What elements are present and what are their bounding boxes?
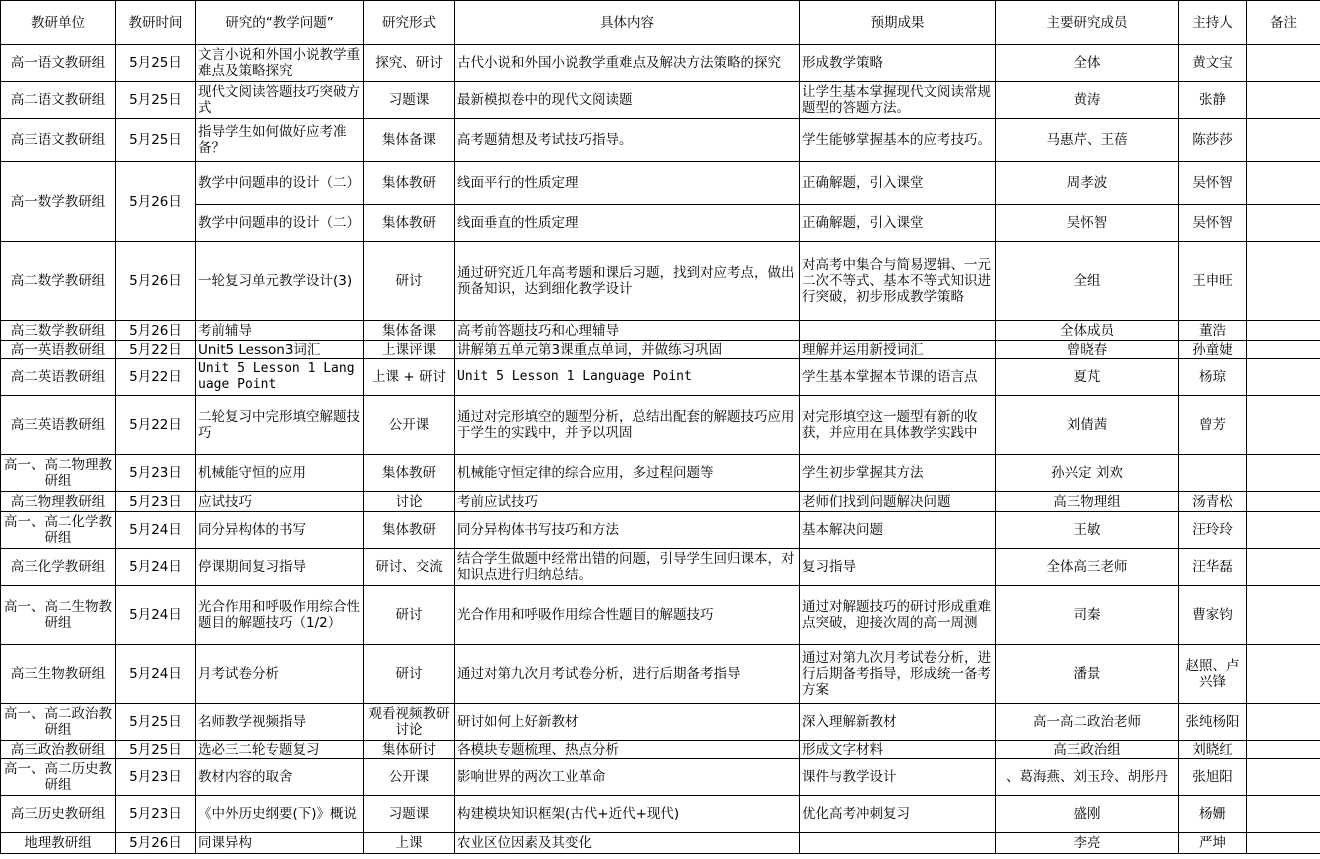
cell-problem[interactable]: 《中外历史纲要(下)》概说 — [196, 796, 364, 833]
cell-note[interactable] — [1247, 759, 1320, 796]
cell-note[interactable] — [1247, 341, 1320, 359]
cell-unit[interactable]: 高一英语教研组 — [1, 341, 116, 359]
table-row — [1, 492, 1320, 512]
header-date[interactable]: 教研时间 — [116, 1, 196, 45]
cell-problem[interactable]: 应试技巧 — [196, 492, 364, 512]
cell-unit[interactable]: 高一、高二生物教研组 — [1, 586, 116, 645]
cell-content[interactable]: 最新模拟卷中的现代文阅读题 — [455, 82, 800, 119]
cell-unit[interactable]: 高二英语教研组 — [1, 359, 116, 396]
cell-content[interactable]: 通过对完形填空的题型分析，总结出配套的解题技巧应用于学生的实践中，并予以巩固 — [455, 396, 800, 455]
cell-outcome[interactable]: 形成文字材料 — [800, 741, 996, 759]
cell-outcome[interactable]: 正确解题，引入课堂 — [800, 205, 996, 242]
cell-host[interactable]: 杨琼 — [1179, 359, 1247, 396]
cell-note[interactable] — [1247, 162, 1320, 205]
header-members[interactable]: 主要研究成员 — [996, 1, 1179, 45]
cell-host[interactable]: 汪玲玲 — [1179, 512, 1247, 549]
cell-host[interactable]: 张旭阳 — [1179, 759, 1247, 796]
cell-content[interactable]: 机械能守恒定律的综合应用，多过程问题等 — [455, 455, 800, 492]
cell-problem[interactable]: 名师教学视频指导 — [196, 704, 364, 741]
header-row — [1, 1, 1320, 45]
cell-host[interactable]: 汤青松 — [1179, 492, 1247, 512]
cell-note[interactable] — [1247, 119, 1320, 162]
table-row — [1, 162, 1320, 205]
cell-host[interactable]: 黄文宝 — [1179, 45, 1247, 82]
cell-form[interactable]: 上课 — [364, 833, 455, 854]
cell-date[interactable]: 5月22日 — [116, 396, 196, 455]
table-row — [1, 45, 1320, 82]
cell-content[interactable]: 同分异构体书写技巧和方法 — [455, 512, 800, 549]
cell-outcome[interactable]: 形成教学策略 — [800, 45, 996, 82]
cell-problem[interactable]: 光合作用和呼吸作用综合性题目的解题技巧（1/2） — [196, 586, 364, 645]
table-row — [1, 119, 1320, 162]
table-row — [1, 796, 1320, 833]
cell-unit[interactable]: 高三英语教研组 — [1, 396, 116, 455]
cell-content[interactable]: 线面平行的性质定理 — [455, 162, 800, 205]
cell-unit[interactable]: 地理教研组 — [1, 833, 116, 854]
cell-problem[interactable]: 停课期间复习指导 — [196, 549, 364, 586]
cell-outcome[interactable] — [800, 833, 996, 854]
cell-date[interactable]: 5月23日 — [116, 492, 196, 512]
cell-unit[interactable]: 高一、高二化学教研组 — [1, 512, 116, 549]
cell-unit[interactable]: 高一语文教研组 — [1, 45, 116, 82]
cell-members[interactable]: 潘景 — [996, 645, 1179, 704]
cell-host[interactable]: 汪华磊 — [1179, 549, 1247, 586]
table-row — [1, 759, 1320, 796]
cell-content[interactable]: 光合作用和呼吸作用综合性题目的解题技巧 — [455, 586, 800, 645]
table-row — [1, 242, 1320, 321]
cell-form[interactable]: 习题课 — [364, 82, 455, 119]
cell-host[interactable]: 刘晓红 — [1179, 741, 1247, 759]
cell-date[interactable]: 5月25日 — [116, 704, 196, 741]
cell-problem[interactable]: 选必三二轮专题复习 — [196, 741, 364, 759]
cell-members[interactable]: 司秦 — [996, 586, 1179, 645]
cell-date[interactable]: 5月23日 — [116, 759, 196, 796]
table-row — [1, 341, 1320, 359]
cell-unit[interactable]: 高一、高二政治教研组 — [1, 704, 116, 741]
cell-outcome[interactable]: 学生基本掌握本节课的语言点 — [800, 359, 996, 396]
cell-host[interactable]: 张纯杨阳 — [1179, 704, 1247, 741]
table-row — [1, 586, 1320, 645]
cell-note[interactable] — [1247, 396, 1320, 455]
cell-note[interactable] — [1247, 492, 1320, 512]
cell-note[interactable] — [1247, 512, 1320, 549]
cell-date[interactable]: 5月24日 — [116, 512, 196, 549]
cell-problem[interactable]: 教学中问题串的设计（二） — [196, 205, 364, 242]
cell-content[interactable]: 通过研究近几年高考题和课后习题，找到对应考点，做出预备知识，达到细化教学设计 — [455, 242, 800, 321]
cell-note[interactable] — [1247, 82, 1320, 119]
cell-note[interactable] — [1247, 645, 1320, 704]
cell-host[interactable]: 杨姗 — [1179, 796, 1247, 833]
cell-host[interactable]: 张静 — [1179, 82, 1247, 119]
cell-members[interactable]: 、葛海燕、刘玉玲、胡彤丹 — [996, 759, 1179, 796]
cell-members[interactable]: 盛刚 — [996, 796, 1179, 833]
cell-form[interactable]: 研讨 — [364, 586, 455, 645]
cell-form[interactable]: 探究、研讨 — [364, 45, 455, 82]
cell-outcome[interactable]: 课件与教学设计 — [800, 759, 996, 796]
cell-members[interactable]: 高一高二政治老师 — [996, 704, 1179, 741]
cell-note[interactable] — [1247, 586, 1320, 645]
cell-problem[interactable]: 文言小说和外国小说教学重难点及策略探究 — [196, 45, 364, 82]
table-row — [1, 704, 1320, 741]
cell-content[interactable]: 讲解第五单元第3课重点单词，并做练习巩固 — [455, 341, 800, 359]
cell-date[interactable]: 5月22日 — [116, 341, 196, 359]
table-row — [1, 549, 1320, 586]
cell-form[interactable]: 集体备课 — [364, 119, 455, 162]
cell-outcome[interactable]: 正确解题，引入课堂 — [800, 162, 996, 205]
cell-members[interactable]: 夏芃 — [996, 359, 1179, 396]
cell-unit[interactable]: 高三政治教研组 — [1, 741, 116, 759]
header-problem[interactable]: 研究的“教学问题” — [196, 1, 364, 45]
cell-unit[interactable]: 高三数学教研组 — [1, 321, 116, 341]
cell-host[interactable]: 孙童婕 — [1179, 341, 1247, 359]
cell-members[interactable]: 高三政治组 — [996, 741, 1179, 759]
cell-content[interactable]: 通过对第九次月考试卷分析，进行后期备考指导 — [455, 645, 800, 704]
cell-form[interactable]: 集体教研 — [364, 512, 455, 549]
cell-note[interactable] — [1247, 242, 1320, 321]
cell-content[interactable]: 高考前答题技巧和心理辅导 — [455, 321, 800, 341]
cell-note[interactable] — [1247, 205, 1320, 242]
cell-outcome[interactable]: 理解并运用新授词汇 — [800, 341, 996, 359]
cell-form[interactable]: 研讨、交流 — [364, 549, 455, 586]
cell-problem[interactable]: 同课异构 — [196, 833, 364, 854]
cell-date[interactable]: 5月26日 — [116, 162, 196, 242]
cell-outcome[interactable]: 对高考中集合与简易逻辑、一元二次不等式、基本不等式知识进行突破，初步形成教学策略 — [800, 242, 996, 321]
cell-content[interactable]: 研讨如何上好新教材 — [455, 704, 800, 741]
cell-members[interactable]: 全体成员 — [996, 321, 1179, 341]
header-content[interactable]: 具体内容 — [455, 1, 800, 45]
cell-date[interactable]: 5月25日 — [116, 45, 196, 82]
cell-form[interactable]: 集体教研 — [364, 455, 455, 492]
cell-outcome[interactable]: 深入理解新教材 — [800, 704, 996, 741]
cell-unit[interactable]: 高一、高二历史教研组 — [1, 759, 116, 796]
cell-note[interactable] — [1247, 741, 1320, 759]
cell-date[interactable]: 5月25日 — [116, 741, 196, 759]
cell-form[interactable]: 上课 + 研讨 — [364, 359, 455, 396]
cell-form[interactable]: 集体教研 — [364, 205, 455, 242]
cell-content[interactable]: 构建模块知识框架(古代+近代+现代) — [455, 796, 800, 833]
cell-members[interactable]: 黄涛 — [996, 82, 1179, 119]
cell-date[interactable]: 5月24日 — [116, 549, 196, 586]
cell-note[interactable] — [1247, 45, 1320, 82]
cell-content[interactable]: 各模块专题梳理、热点分析 — [455, 741, 800, 759]
table-row — [1, 741, 1320, 759]
cell-form[interactable]: 集体备课 — [364, 321, 455, 341]
cell-outcome[interactable]: 优化高考冲刺复习 — [800, 796, 996, 833]
cell-problem[interactable]: 二轮复习中完形填空解题技巧 — [196, 396, 364, 455]
cell-form[interactable]: 研讨 — [364, 645, 455, 704]
cell-outcome[interactable]: 基本解决问题 — [800, 512, 996, 549]
cell-members[interactable]: 周孝波 — [996, 162, 1179, 205]
header-host[interactable]: 主持人 — [1179, 1, 1247, 45]
cell-form[interactable]: 集体研讨 — [364, 741, 455, 759]
cell-content[interactable]: 农业区位因素及其变化 — [455, 833, 800, 854]
cell-problem[interactable]: 教学中问题串的设计（二） — [196, 162, 364, 205]
cell-problem[interactable]: 月考试卷分析 — [196, 645, 364, 704]
cell-form[interactable]: 集体教研 — [364, 162, 455, 205]
cell-content[interactable]: 高考题猜想及考试技巧指导。 — [455, 119, 800, 162]
cell-host[interactable]: 董浩 — [1179, 321, 1247, 341]
cell-note[interactable] — [1247, 359, 1320, 396]
cell-date[interactable]: 5月26日 — [116, 242, 196, 321]
cell-unit[interactable]: 高一、高二物理教研组 — [1, 455, 116, 492]
cell-members[interactable]: 马惠芹、王蓓 — [996, 119, 1179, 162]
cell-host[interactable]: 赵照、卢兴锋 — [1179, 645, 1247, 704]
cell-members[interactable]: 全组 — [996, 242, 1179, 321]
header-note[interactable]: 备注 — [1247, 1, 1320, 45]
cell-host[interactable]: 曾芳 — [1179, 396, 1247, 455]
cell-problem[interactable]: 一轮复习单元教学设计(3) — [196, 242, 364, 321]
cell-content[interactable]: 考前应试技巧 — [455, 492, 800, 512]
cell-unit[interactable]: 高二语文教研组 — [1, 82, 116, 119]
cell-form[interactable]: 研讨 — [364, 242, 455, 321]
cell-problem[interactable]: Unit5 Lesson3词汇 — [196, 341, 364, 359]
table-row — [1, 512, 1320, 549]
cell-outcome[interactable]: 通过对解题技巧的研讨形成重难点突破，迎接次周的高一周测 — [800, 586, 996, 645]
cell-outcome[interactable]: 老师们找到问题解决问题 — [800, 492, 996, 512]
table-row — [1, 833, 1320, 854]
cell-outcome[interactable]: 学生初步掌握其方法 — [800, 455, 996, 492]
table-row — [1, 82, 1320, 119]
cell-form[interactable]: 公开课 — [364, 396, 455, 455]
cell-members[interactable]: 王敏 — [996, 512, 1179, 549]
cell-problem[interactable]: 教材内容的取舍 — [196, 759, 364, 796]
cell-members[interactable]: 曾晓春 — [996, 341, 1179, 359]
cell-date[interactable]: 5月26日 — [116, 321, 196, 341]
cell-note[interactable] — [1247, 796, 1320, 833]
cell-unit[interactable]: 高三化学教研组 — [1, 549, 116, 586]
cell-form[interactable]: 上课评课 — [364, 341, 455, 359]
cell-outcome[interactable]: 学生能够掌握基本的应考技巧。 — [800, 119, 996, 162]
cell-problem[interactable]: 同分异构体的书写 — [196, 512, 364, 549]
cell-date[interactable]: 5月24日 — [116, 586, 196, 645]
cell-date[interactable]: 5月26日 — [116, 833, 196, 854]
cell-outcome[interactable]: 通过对第九次月考试卷分析，进行后期备考指导，形成统一备考方案 — [800, 645, 996, 704]
cell-note[interactable] — [1247, 549, 1320, 586]
cell-unit[interactable]: 高三语文教研组 — [1, 119, 116, 162]
cell-form[interactable]: 公开课 — [364, 759, 455, 796]
cell-unit[interactable]: 高三物理教研组 — [1, 492, 116, 512]
cell-unit[interactable]: 高二数学教研组 — [1, 242, 116, 321]
cell-host[interactable]: 吴怀智 — [1179, 205, 1247, 242]
table-row — [1, 455, 1320, 492]
cell-host[interactable]: 吴怀智 — [1179, 162, 1247, 205]
cell-members[interactable]: 李亮 — [996, 833, 1179, 854]
cell-outcome[interactable]: 复习指导 — [800, 549, 996, 586]
cell-form[interactable]: 习题课 — [364, 796, 455, 833]
cell-problem[interactable]: 考前辅导 — [196, 321, 364, 341]
cell-content[interactable]: 结合学生做题中经常出错的问题，引导学生回归课本，对知识点进行归纳总结。 — [455, 549, 800, 586]
cell-date[interactable]: 5月22日 — [116, 359, 196, 396]
cell-problem[interactable]: 机械能守恒的应用 — [196, 455, 364, 492]
table-row — [1, 645, 1320, 704]
cell-note[interactable] — [1247, 455, 1320, 492]
cell-problem[interactable]: 现代文阅读答题技巧突破方式 — [196, 82, 364, 119]
cell-host[interactable]: 严坤 — [1179, 833, 1247, 854]
table-row — [1, 321, 1320, 341]
cell-note[interactable] — [1247, 833, 1320, 854]
table-row — [1, 396, 1320, 455]
cell-note[interactable] — [1247, 704, 1320, 741]
header-unit[interactable]: 教研单位 — [1, 1, 116, 45]
cell-unit[interactable]: 高一数学教研组 — [1, 162, 116, 242]
cell-unit[interactable]: 高三生物教研组 — [1, 645, 116, 704]
header-form[interactable]: 研究形式 — [364, 1, 455, 45]
cell-form[interactable]: 观看视频教研讨论 — [364, 704, 455, 741]
cell-members[interactable]: 高三物理组 — [996, 492, 1179, 512]
cell-date[interactable]: 5月24日 — [116, 645, 196, 704]
table-row — [1, 205, 1320, 242]
cell-members[interactable]: 刘倩茜 — [996, 396, 1179, 455]
cell-outcome[interactable] — [800, 321, 996, 341]
cell-outcome[interactable]: 让学生基本掌握现代文阅读常规题型的答题方法。 — [800, 82, 996, 119]
cell-host[interactable]: 陈莎莎 — [1179, 119, 1247, 162]
cell-form[interactable]: 讨论 — [364, 492, 455, 512]
cell-content[interactable]: Unit 5 Lesson 1 Language Point — [455, 359, 800, 396]
cell-members[interactable]: 全体高三老师 — [996, 549, 1179, 586]
cell-members[interactable]: 全体 — [996, 45, 1179, 82]
cell-content[interactable]: 古代小说和外国小说教学重难点及解决方法策略的探究 — [455, 45, 800, 82]
cell-date[interactable]: 5月23日 — [116, 796, 196, 833]
cell-content[interactable]: 影响世界的两次工业革命 — [455, 759, 800, 796]
cell-date[interactable]: 5月23日 — [116, 455, 196, 492]
cell-outcome[interactable]: 对完形填空这一题型有新的收获，并应用在具体教学实践中 — [800, 396, 996, 455]
cell-host[interactable]: 曹家钧 — [1179, 586, 1247, 645]
cell-host[interactable] — [1179, 455, 1247, 492]
cell-members[interactable]: 孙兴定 刘欢 — [996, 455, 1179, 492]
cell-host[interactable]: 王申旺 — [1179, 242, 1247, 321]
cell-problem[interactable]: 指导学生如何做好应考准备？ — [196, 119, 364, 162]
cell-unit[interactable]: 高三历史教研组 — [1, 796, 116, 833]
cell-date[interactable]: 5月25日 — [116, 119, 196, 162]
cell-content[interactable]: 线面垂直的性质定理 — [455, 205, 800, 242]
cell-problem[interactable]: Unit 5 Lesson 1 Language Point — [196, 359, 364, 396]
table-row — [1, 359, 1320, 396]
cell-date[interactable]: 5月25日 — [116, 82, 196, 119]
header-outcome[interactable]: 预期成果 — [800, 1, 996, 45]
cell-note[interactable] — [1247, 321, 1320, 341]
cell-members[interactable]: 吴怀智 — [996, 205, 1179, 242]
